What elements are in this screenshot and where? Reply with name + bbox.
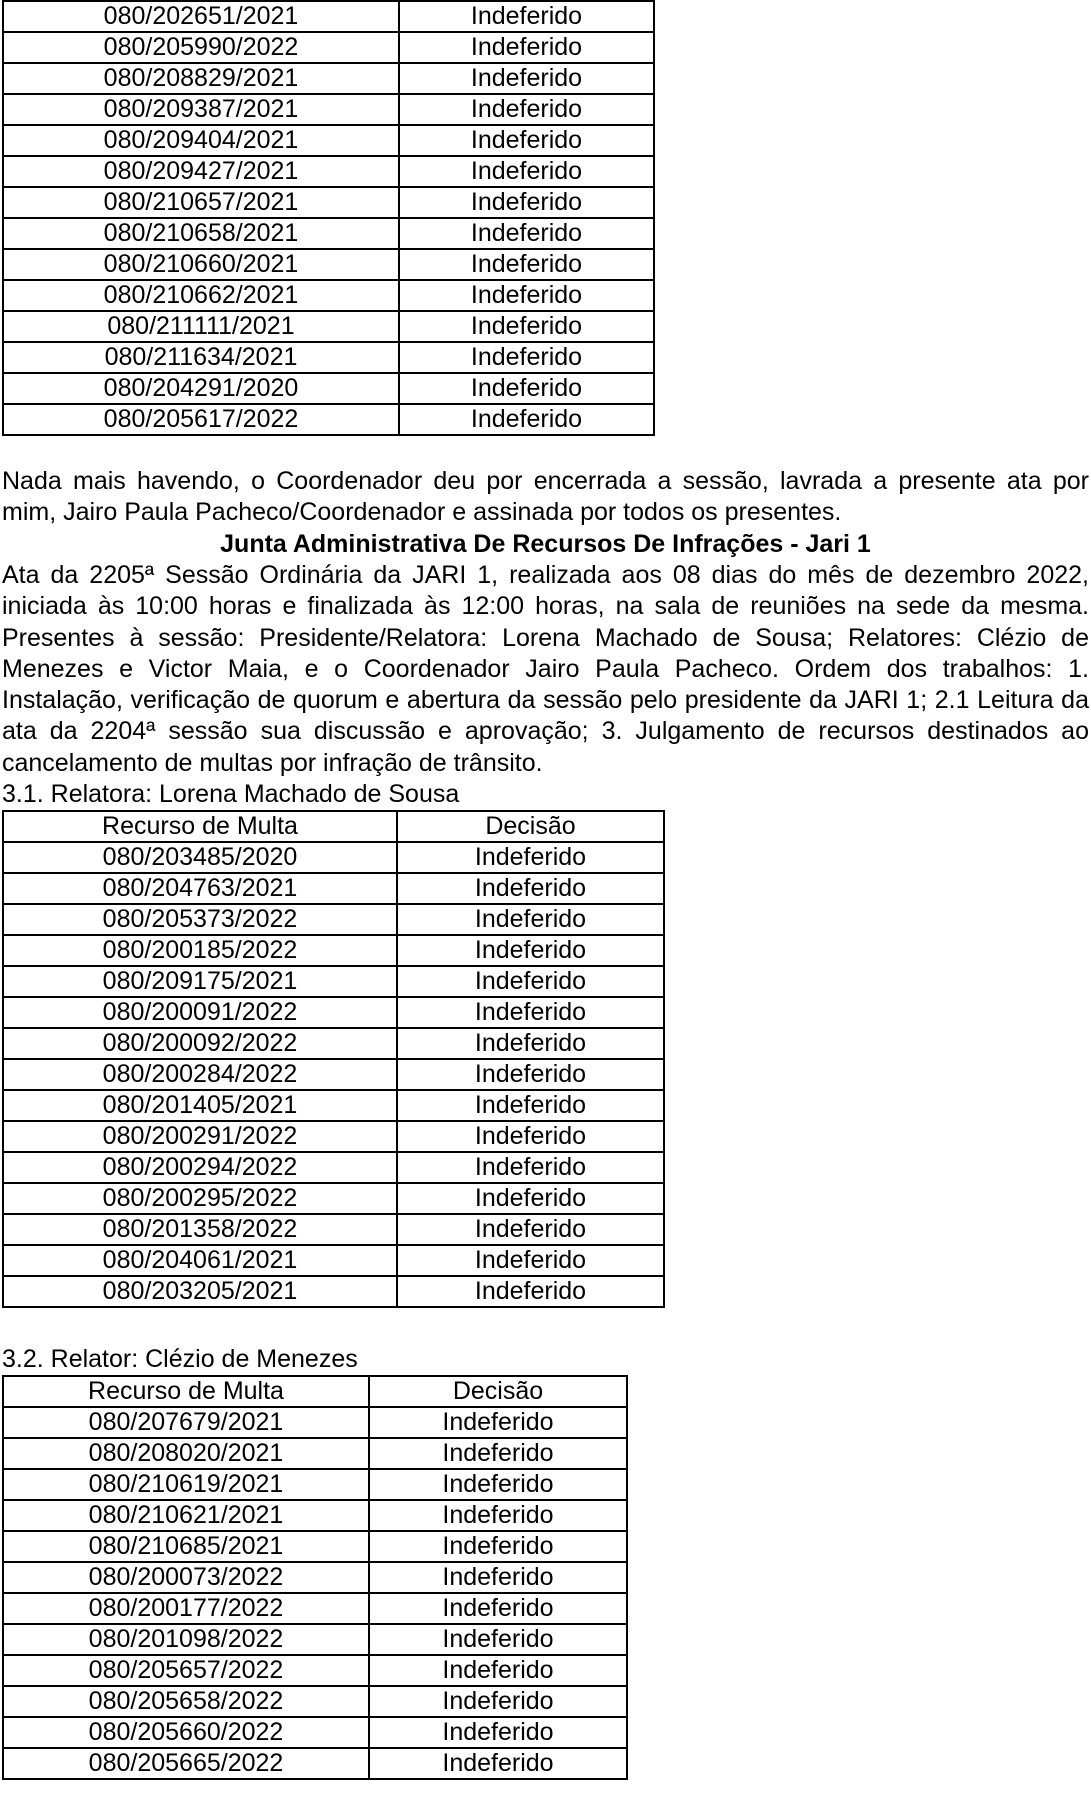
recurso-cell: 080/200092/2022 (3, 1028, 397, 1059)
decisao-cell: Indeferido (369, 1562, 627, 1593)
table-body (3, 1407, 627, 1779)
recurso-cell: 080/210660/2021 (3, 249, 399, 280)
section-heading: Junta Administrativa De Recursos De Infrações - Jari 1 (220, 530, 871, 558)
decisao-cell: Indeferido (369, 1717, 627, 1748)
table-row (3, 156, 654, 187)
recurso-cell: 080/211634/2021 (3, 342, 399, 373)
recurso-cell: 080/209404/2021 (3, 125, 399, 156)
recurso-cell: 080/209427/2021 (3, 156, 399, 187)
decisao-cell: Indeferido (397, 1245, 664, 1276)
table-row (3, 1090, 664, 1121)
table-row (3, 997, 664, 1028)
decisao-cell: Indeferido (369, 1655, 627, 1686)
decisao-cell: Indeferido (397, 1152, 664, 1183)
recurso-cell: 080/200185/2022 (3, 935, 397, 966)
recurso-cell: 080/205617/2022 (3, 404, 399, 435)
table-row (3, 1748, 627, 1779)
table-row (3, 311, 654, 342)
recurso-cell: 080/210662/2021 (3, 280, 399, 311)
table-header (3, 1376, 627, 1407)
recurso-cell: 080/209175/2021 (3, 966, 397, 997)
decisao-cell: Indeferido (399, 342, 654, 373)
table-row (3, 904, 664, 935)
decisao-cell: Indeferido (399, 404, 654, 435)
resources-table-relator-2 (2, 1375, 628, 1780)
decisao-cell: Indeferido (399, 156, 654, 187)
table-row (3, 1717, 627, 1748)
recurso-cell: 080/204061/2021 (3, 1245, 397, 1276)
table-row (3, 373, 654, 404)
decisao-cell: Indeferido (397, 966, 664, 997)
table-row (3, 94, 654, 125)
table-row (3, 1469, 627, 1500)
recurso-cell: 080/200177/2022 (3, 1593, 369, 1624)
ata-paragraph: Ata da 2205ª Sessão Ordinária da JARI 1, realizada aos 08 dias do mês de dezembro 2022, iniciada às 10:00 horas e finalizada às 12:00 horas, na sala de reuniões na sede da mesma. Presentes à sessão: Presidente/Relatora: Lorena Machado de Sousa; Relatores: Clézio de Menezes e Victor Maia, e o Coordenador Jairo Paula Pacheco. Ordem dos trabalhos: 1. Instalação, verificação de quorum e abertura da sessão pelo presidente da JARI 1; 2.1 Leitura da ata da 2204ª sessão sua discussão e aprovação; 3. Julgamento de recursos destinados ao cancelamento de multas por infração de trânsito. (2, 561, 1089, 777)
recurso-cell: 080/205665/2022 (3, 1748, 369, 1779)
decisao-cell: Indeferido (397, 904, 664, 935)
decisao-cell: Indeferido (397, 997, 664, 1028)
decisao-cell: Indeferido (369, 1407, 627, 1438)
table-row (3, 1028, 664, 1059)
table-row (3, 1562, 627, 1593)
recurso-cell: 080/210621/2021 (3, 1500, 369, 1531)
recurso-cell: 080/205657/2022 (3, 1655, 369, 1686)
resources-table-relatora-1 (2, 810, 665, 1308)
recurso-cell: 080/204763/2021 (3, 873, 397, 904)
recurso-cell: 080/208020/2021 (3, 1438, 369, 1469)
recurso-cell: 080/210685/2021 (3, 1531, 369, 1562)
recurso-cell: 080/205658/2022 (3, 1686, 369, 1717)
relator-label-2: 3.2. Relator: Clézio de Menezes (2, 1345, 358, 1373)
table-row (3, 32, 654, 63)
table-row (3, 1655, 627, 1686)
decisao-cell: Indeferido (369, 1624, 627, 1655)
column-header-recurso: Recurso de Multa (3, 811, 397, 842)
column-header-recurso: Recurso de Multa (3, 1376, 369, 1407)
decisao-cell: Indeferido (399, 311, 654, 342)
table-row (3, 842, 664, 873)
recurso-cell: 080/200295/2022 (3, 1183, 397, 1214)
column-header-decisao: Decisão (369, 1376, 627, 1407)
table-row (3, 280, 654, 311)
decisao-cell: Indeferido (397, 1276, 664, 1307)
decisao-cell: Indeferido (369, 1469, 627, 1500)
recurso-cell: 080/200284/2022 (3, 1059, 397, 1090)
recurso-cell: 080/209387/2021 (3, 94, 399, 125)
table-row (3, 1686, 627, 1717)
decisao-cell: Indeferido (397, 935, 664, 966)
table-header-row (3, 1376, 627, 1407)
decisao-cell: Indeferido (369, 1748, 627, 1779)
recurso-cell: 080/200291/2022 (3, 1121, 397, 1152)
table-row (3, 218, 654, 249)
table-row (3, 249, 654, 280)
recurso-cell: 080/200091/2022 (3, 997, 397, 1028)
resources-table-continued (2, 0, 655, 436)
table-row (3, 966, 664, 997)
decisao-cell: Indeferido (399, 1, 654, 32)
decisao-cell: Indeferido (369, 1531, 627, 1562)
recurso-cell: 080/205990/2022 (3, 32, 399, 63)
relator-label-1: 3.1. Relatora: Lorena Machado de Sousa (2, 780, 460, 808)
recurso-cell: 080/210657/2021 (3, 187, 399, 218)
recurso-cell: 080/201358/2022 (3, 1214, 397, 1245)
table-row (3, 1624, 627, 1655)
table-body (3, 1, 654, 435)
decisao-cell: Indeferido (369, 1593, 627, 1624)
decisao-cell: Indeferido (397, 1183, 664, 1214)
decisao-cell: Indeferido (399, 373, 654, 404)
table-row (3, 1183, 664, 1214)
table-row (3, 873, 664, 904)
recurso-cell: 080/204291/2020 (3, 373, 399, 404)
decisao-cell: Indeferido (399, 94, 654, 125)
decisao-cell: Indeferido (399, 187, 654, 218)
table-row (3, 1407, 627, 1438)
table-header-row (3, 811, 664, 842)
decisao-cell: Indeferido (397, 1028, 664, 1059)
table-row (3, 935, 664, 966)
recurso-cell: 080/205373/2022 (3, 904, 397, 935)
recurso-cell: 080/211111/2021 (3, 311, 399, 342)
table-header (3, 811, 664, 842)
table-row (3, 63, 654, 94)
decisao-cell: Indeferido (397, 1214, 664, 1245)
decisao-cell: Indeferido (397, 842, 664, 873)
decisao-cell: Indeferido (399, 63, 654, 94)
decisao-cell: Indeferido (399, 218, 654, 249)
decisao-cell: Indeferido (399, 249, 654, 280)
decisao-cell: Indeferido (369, 1686, 627, 1717)
closing-paragraph: Nada mais havendo, o Coordenador deu por encerrada a sessão, lavrada a presente ata por mim, Jairo Paula Pacheco/Coordenador e assinada por todos os presentes. (2, 467, 1089, 527)
recurso-cell: 080/201098/2022 (3, 1624, 369, 1655)
column-header-decisao: Decisão (397, 811, 664, 842)
decisao-cell: Indeferido (369, 1500, 627, 1531)
decisao-cell: Indeferido (397, 1059, 664, 1090)
recurso-cell: 080/207679/2021 (3, 1407, 369, 1438)
recurso-cell: 080/200073/2022 (3, 1562, 369, 1593)
table-row (3, 1276, 664, 1307)
decisao-cell: Indeferido (397, 873, 664, 904)
table-row (3, 187, 654, 218)
decisao-cell: Indeferido (369, 1438, 627, 1469)
recurso-cell: 080/210619/2021 (3, 1469, 369, 1500)
decisao-cell: Indeferido (399, 280, 654, 311)
decisao-cell: Indeferido (399, 125, 654, 156)
recurso-cell: 080/205660/2022 (3, 1717, 369, 1748)
table-body (3, 842, 664, 1307)
table-row (3, 1214, 664, 1245)
recurso-cell: 080/210658/2021 (3, 218, 399, 249)
table-row (3, 1059, 664, 1090)
table-row (3, 1500, 627, 1531)
table-row (3, 404, 654, 435)
table-row (3, 1121, 664, 1152)
recurso-cell: 080/203205/2021 (3, 1276, 397, 1307)
recurso-cell: 080/203485/2020 (3, 842, 397, 873)
recurso-cell: 080/208829/2021 (3, 63, 399, 94)
table-row (3, 1, 654, 32)
table-row (3, 1245, 664, 1276)
table-row (3, 125, 654, 156)
table-row (3, 1438, 627, 1469)
table-row (3, 1593, 627, 1624)
table-row (3, 342, 654, 373)
recurso-cell: 080/202651/2021 (3, 1, 399, 32)
recurso-cell: 080/200294/2022 (3, 1152, 397, 1183)
table-row (3, 1531, 627, 1562)
decisao-cell: Indeferido (397, 1121, 664, 1152)
recurso-cell: 080/201405/2021 (3, 1090, 397, 1121)
decisao-cell: Indeferido (399, 32, 654, 63)
table-row (3, 1152, 664, 1183)
decisao-cell: Indeferido (397, 1090, 664, 1121)
